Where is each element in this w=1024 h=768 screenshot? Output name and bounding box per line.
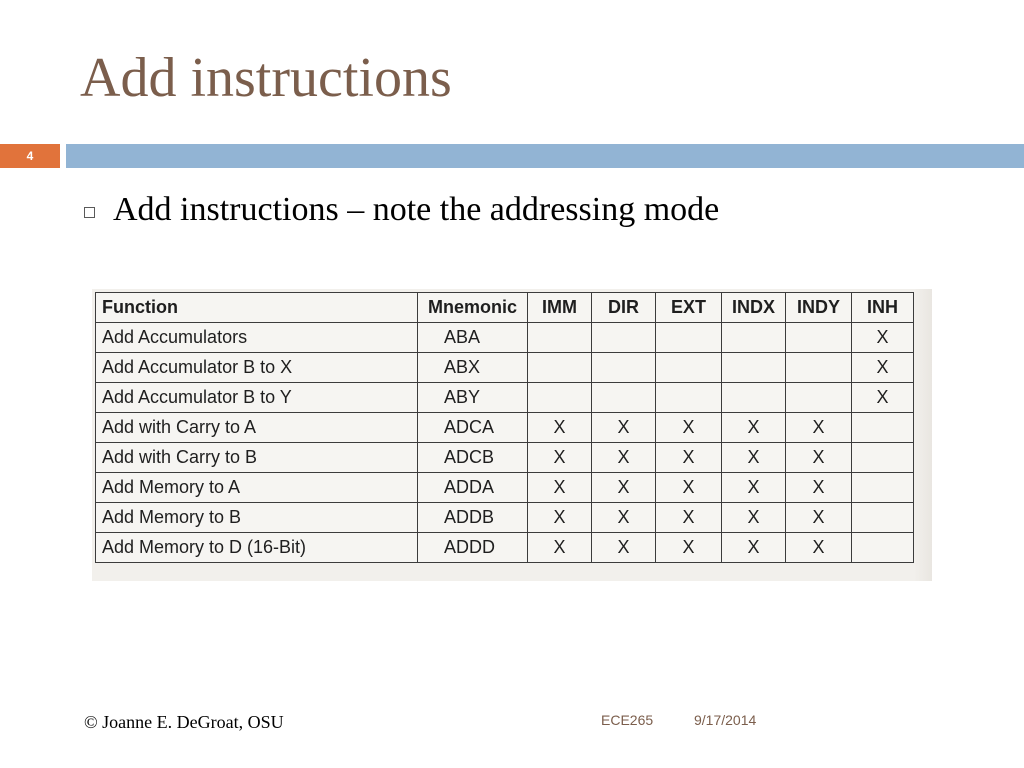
mode-cell — [592, 383, 656, 413]
column-header: DIR — [592, 293, 656, 323]
function-cell: Add with Carry to B — [96, 443, 418, 473]
mode-cell: X — [852, 353, 914, 383]
mode-cell — [852, 443, 914, 473]
table-row — [96, 323, 914, 353]
mode-cell — [852, 503, 914, 533]
column-header: IMM — [528, 293, 592, 323]
mode-cell: X — [592, 443, 656, 473]
mode-cell: X — [656, 473, 722, 503]
function-cell: Add Memory to B — [96, 503, 418, 533]
mode-cell — [852, 413, 914, 443]
column-header: INDX — [722, 293, 786, 323]
mode-cell: X — [722, 443, 786, 473]
table-row — [96, 533, 914, 563]
slide-title: Add instructions — [80, 47, 452, 109]
mode-cell — [722, 383, 786, 413]
mode-cell: X — [722, 413, 786, 443]
footer-date: 9/17/2014 — [694, 712, 757, 728]
mode-cell — [592, 323, 656, 353]
function-cell: Add Memory to D (16-Bit) — [96, 533, 418, 563]
mode-cell — [656, 383, 722, 413]
mode-cell — [528, 323, 592, 353]
column-header: EXT — [656, 293, 722, 323]
mode-cell: X — [852, 323, 914, 353]
mode-cell: X — [592, 413, 656, 443]
mode-cell: X — [528, 443, 592, 473]
mode-cell: X — [786, 503, 852, 533]
column-header: Mnemonic — [418, 293, 528, 323]
mode-cell — [786, 353, 852, 383]
mode-cell — [852, 533, 914, 563]
table-row — [96, 383, 914, 413]
function-cell: Add with Carry to A — [96, 413, 418, 443]
mode-cell: X — [656, 443, 722, 473]
mode-cell — [528, 383, 592, 413]
slide-number: 4 — [0, 144, 60, 168]
mode-cell: X — [656, 533, 722, 563]
mode-cell — [852, 473, 914, 503]
mode-cell: X — [592, 503, 656, 533]
mode-cell: X — [592, 473, 656, 503]
table-row — [96, 443, 914, 473]
table-row — [96, 473, 914, 503]
footer-copyright: © Joanne E. DeGroat, OSU — [84, 712, 284, 732]
mode-cell: X — [786, 443, 852, 473]
mode-cell: X — [722, 503, 786, 533]
function-cell: Add Memory to A — [96, 473, 418, 503]
footer-course: ECE265 — [601, 712, 654, 728]
mode-cell: X — [722, 533, 786, 563]
mnemonic-cell: ABX — [418, 353, 528, 383]
column-header: Function — [96, 293, 418, 323]
mode-cell — [656, 323, 722, 353]
mode-cell: X — [852, 383, 914, 413]
mode-cell — [592, 353, 656, 383]
square-bullet-icon — [84, 207, 95, 218]
mode-cell: X — [786, 413, 852, 443]
mode-cell: X — [592, 533, 656, 563]
bullet-text: Add instructions – note the addressing mode — [113, 191, 720, 228]
add-instructions-table — [95, 292, 914, 563]
instruction-table-image — [92, 289, 932, 581]
table-row — [96, 353, 914, 383]
mode-cell — [528, 353, 592, 383]
mnemonic-cell: ABY — [418, 383, 528, 413]
mode-cell: X — [528, 473, 592, 503]
table-header-row — [96, 293, 914, 323]
mode-cell — [786, 383, 852, 413]
mnemonic-cell: ADDB — [418, 503, 528, 533]
function-cell: Add Accumulator B to X — [96, 353, 418, 383]
mode-cell — [722, 353, 786, 383]
column-header: INDY — [786, 293, 852, 323]
mode-cell: X — [528, 503, 592, 533]
column-header: INH — [852, 293, 914, 323]
mode-cell — [786, 323, 852, 353]
mode-cell: X — [656, 503, 722, 533]
mnemonic-cell: ADCA — [418, 413, 528, 443]
mode-cell — [656, 353, 722, 383]
mode-cell: X — [528, 413, 592, 443]
bullet-item — [84, 191, 719, 229]
function-cell: Add Accumulator B to Y — [96, 383, 418, 413]
mode-cell: X — [786, 533, 852, 563]
function-cell: Add Accumulators — [96, 323, 418, 353]
mnemonic-cell: ADCB — [418, 443, 528, 473]
mode-cell: X — [786, 473, 852, 503]
mnemonic-cell: ABA — [418, 323, 528, 353]
mnemonic-cell: ADDA — [418, 473, 528, 503]
mode-cell: X — [656, 413, 722, 443]
mode-cell: X — [722, 473, 786, 503]
mnemonic-cell: ADDD — [418, 533, 528, 563]
table-row — [96, 503, 914, 533]
header-bar — [66, 144, 1024, 168]
mode-cell — [722, 323, 786, 353]
table-row — [96, 413, 914, 443]
table-body — [96, 323, 914, 563]
mode-cell: X — [528, 533, 592, 563]
